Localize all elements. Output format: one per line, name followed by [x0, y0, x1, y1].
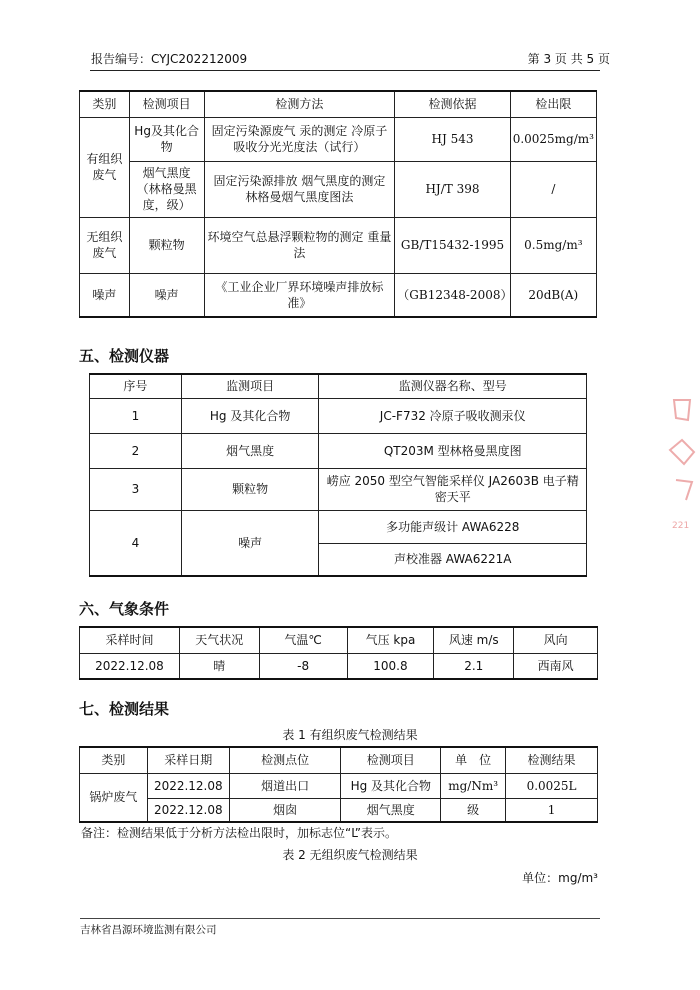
instr-header-no: 序号: [90, 374, 182, 398]
method-limit: 0.5mg/m³: [510, 217, 596, 273]
weather-cell: 2.1: [434, 653, 514, 679]
t1-cell: 0.0025L: [506, 773, 598, 798]
category-noise: 噪声: [80, 273, 130, 317]
t1-cell: 烟道出口: [229, 773, 341, 798]
method-limit: 20dB(A): [510, 273, 596, 317]
instr-item: Hg 及其化合物: [181, 398, 319, 433]
method-limit: /: [510, 161, 596, 217]
weather-header: 采样时间: [80, 627, 180, 653]
results-table-1: [79, 746, 598, 823]
method-header-category: 类别: [80, 91, 130, 117]
instr-no: 4: [90, 510, 182, 576]
t1-cell: 1: [506, 798, 598, 822]
method-limit: 0.0025mg/m³: [510, 117, 596, 161]
weather-cell: 西南风: [514, 653, 598, 679]
method-desc: 《工业企业厂界环境噪声排放标准》: [204, 273, 395, 317]
method-item: 噪声: [129, 273, 204, 317]
section-6-title: 六、气象条件: [79, 600, 170, 618]
instr-name-2: 声校准器 AWA6221A: [319, 543, 587, 576]
t1-header: 检测点位: [229, 747, 341, 773]
weather-header: 天气状况: [179, 627, 259, 653]
instr-header-item: 监测项目: [181, 374, 319, 398]
instr-name: 崂应 2050 型空气智能采样仪 JA2603B 电子精密天平: [319, 468, 587, 510]
instr-no: 3: [90, 468, 182, 510]
weather-cell: -8: [259, 653, 347, 679]
instr-item: 噪声: [181, 510, 319, 576]
category-organized: 有组织废气: [80, 117, 130, 217]
weather-table: [79, 626, 598, 680]
weather-cell: 2022.12.08: [80, 653, 180, 679]
t1-cell: 2022.12.08: [147, 798, 229, 822]
t1-category: 锅炉废气: [80, 773, 148, 822]
t1-cell: Hg 及其化合物: [341, 773, 441, 798]
weather-header: 气温℃: [259, 627, 347, 653]
method-item: 颗粒物: [129, 217, 204, 273]
instrument-table: [89, 373, 587, 577]
instr-item: 颗粒物: [181, 468, 319, 510]
instr-name: 多功能声级计 AWA6228: [319, 510, 587, 543]
instr-no: 1: [90, 398, 182, 433]
svg-text:221: 221: [672, 521, 690, 531]
page-indicator: 第 3 页 共 5 页: [527, 52, 610, 66]
table2-caption: 表 2 无组织废气检测结果: [282, 848, 418, 862]
method-header-limit: 检出限: [510, 91, 596, 117]
t1-header: 类别: [80, 747, 148, 773]
method-desc: 固定污染源排放 烟气黑度的测定 林格曼烟气黑度图法: [204, 161, 395, 217]
t1-cell: 烟气黑度: [341, 798, 441, 822]
instr-name: QT203M 型林格曼黑度图: [319, 433, 587, 468]
weather-cell: 100.8: [347, 653, 434, 679]
weather-header: 风速 m/s: [434, 627, 514, 653]
method-basis: HJ/T 398: [395, 161, 510, 217]
t1-header: 单 位: [441, 747, 506, 773]
weather-cell: 晴: [179, 653, 259, 679]
instr-item: 烟气黑度: [181, 433, 319, 468]
t1-cell: 烟囱: [229, 798, 341, 822]
method-basis: （GB12348-2008）: [395, 273, 510, 317]
t1-header: 采样日期: [147, 747, 229, 773]
method-item: Hg及其化合物: [129, 117, 204, 161]
t1-cell: 级: [441, 798, 506, 822]
method-table: [79, 90, 597, 318]
section-5-title: 五、检测仪器: [79, 347, 170, 365]
stamp-fragment-icon: [662, 390, 700, 540]
method-header-basis: 检测依据: [395, 91, 510, 117]
table2-unit: 单位：mg/m³: [522, 871, 598, 885]
remark-note: 备注：检测结果低于分析方法检出限时，加标志位“L”表示。: [81, 826, 397, 840]
method-basis: GB/T15432-1995: [395, 217, 510, 273]
t1-cell: mg/Nm³: [441, 773, 506, 798]
method-header-item: 检测项目: [129, 91, 204, 117]
weather-header: 气压 kpa: [347, 627, 434, 653]
instr-header-name: 监测仪器名称、型号: [319, 374, 587, 398]
instr-name: JC-F732 冷原子吸收测汞仪: [319, 398, 587, 433]
company-name: 吉林省昌源环境监测有限公司: [80, 924, 217, 936]
section-7-title: 七、检测结果: [79, 700, 170, 718]
t1-cell: 2022.12.08: [147, 773, 229, 798]
method-header-method: 检测方法: [204, 91, 395, 117]
header-divider: [90, 70, 600, 71]
t1-header: 检测结果: [506, 747, 598, 773]
method-desc: 环境空气总悬浮颗粒物的测定 重量法: [204, 217, 395, 273]
method-desc: 固定污染源废气 汞的测定 冷原子吸收分光光度法（试行）: [204, 117, 395, 161]
method-item: 烟气黑度（林格曼黑度，级）: [129, 161, 204, 217]
instr-no: 2: [90, 433, 182, 468]
category-unorganized: 无组织废气: [80, 217, 130, 273]
report-number: 报告编号：CYJC202212009: [91, 52, 248, 66]
table1-caption: 表 1 有组织废气检测结果: [282, 728, 418, 742]
footer-divider: [80, 918, 600, 919]
weather-header: 风向: [514, 627, 598, 653]
t1-header: 检测项目: [341, 747, 441, 773]
method-basis: HJ 543: [395, 117, 510, 161]
